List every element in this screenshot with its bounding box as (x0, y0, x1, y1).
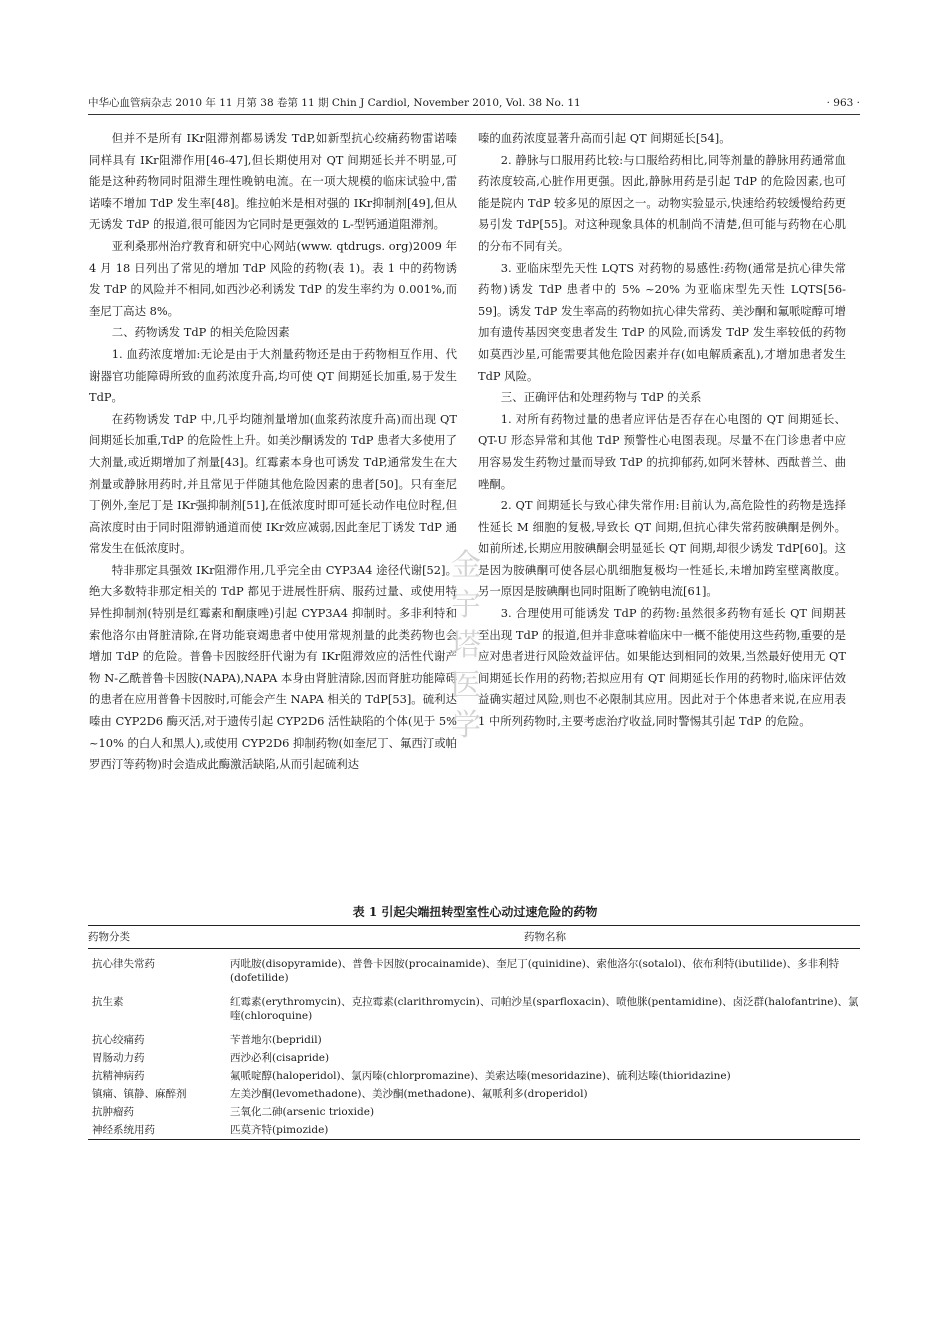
paragraph: 特非那定具强效 IKr阻滞作用,几乎完全由 CYP3A4 途径代谢[52]。绝大多数特非那定相关的 TdP 都见于进展性肝病、服药过量、或使用特异性抑制剂(特别是红霉素和酮康唑)引起 CYP3A4 抑制时。多非利特和索他洛尔由肾脏清除,在肾功能衰竭患者中使用常规剂量的此类药物也会增加 TdP 的危险。普鲁卡因胺经肝代谢为有 IKr阻滞效应的活性代谢产物 N-乙酰普鲁卡因胺(NAPA),NAPA 本身由肾脏清除,因而肾脏功能障碍的患者在应用普鲁卡因胺时,可能会产生 NAPA 相关的 TdP[53]。硫利达嗪由 CYP2D6 酶灭活,对于遗传引起 CYP2D6 活性缺陷的个体(见于 5% ~10% 的白人和黑人),或使用 CYP2D6 抑制药物(如奎尼丁、氟西汀或帕罗西汀等药物)时会造成此酶激活缺陷,从而引起硫利达 (89, 562, 457, 772)
running-header (88, 95, 860, 111)
paragraph: 2. QT 间期延长与致心律失常作用:目前认为,高危险性的药物是选择性延长 M 细胞的复极,导致长 QT 间期,但抗心律失常药胺碘酮是例外。如前所述,长期应用胺碘酮会明显延长 QT 间期,却很少诱发 TdP[60]。这是因为胺碘酮可使各层心肌细胞复极均一性延长,未增加跨室壁离散度。另一原因是胺碘酮也同时阻断了晚钠电流[61]。 (478, 498, 846, 599)
drug-category: 镇痛、镇静、麻醉剂 (92, 1088, 187, 1100)
drug-names: 丙吡胺(disopyramide)、普鲁卡因胺(procainamide)、奎尼丁(quinidine)、索他洛尔(sotalol)、依布利特(ibutilide)、多非利特(dofetilide) (230, 958, 840, 984)
table-row (88, 1025, 860, 1049)
paragraph: 在药物诱发 TdP 中,几乎均随剂量增加(血浆药浓度升高)而出现 QT 间期延长加重,TdP 的危险性上升。如美沙酮诱发的 TdP 患者大多使用了大剂量,或近期增加了剂量[43]。红霉素本身也可诱发 TdP,通常发生在大剂量或静脉用药时,并且常见于伴随其他危险因素的患者[50]。只有奎尼丁例外,奎尼丁是 IKr强抑制剂[51],在低浓度时即可延长动作电位时程,但高浓度时由于同时阻滞钠通道而使 IKr效应减弱,因此奎尼丁诱发 TdP 通常发生在低浓度时。 (89, 411, 457, 556)
column-header-category: 药物分类 (88, 926, 230, 949)
table-row (88, 949, 860, 988)
paragraph: 亚利桑那州治疗教育和研究中心网站(www. qtdrugs. org)2009 年 4 月 18 日列出了常见的增加 TdP 风险的药物(表 1)。表 1 中的药物诱发 TdP 的风险并不相同,如西沙必利诱发 TdP 的发生率约为 0.001%,而奎尼丁高达 8%。 (89, 238, 457, 318)
drug-category: 胃肠动力药 (92, 1052, 145, 1064)
drug-names: 西沙必利(cisapride) (230, 1052, 330, 1064)
drug-names: 匹莫齐特(pimozide) (230, 1121, 860, 1140)
journal-citation: 中华心血管病杂志 2010 年 11 月第 38 卷第 11 期 Chin J Cardiol, November 2010, Vol. 38 No. 11 (88, 97, 581, 109)
drug-category: 神经系统用药 (88, 1121, 230, 1140)
watermark-char: 塔 (451, 628, 481, 663)
paragraph: 嗪的血药浓度显著升高而引起 QT 间期延长[54]。 (478, 131, 731, 145)
paragraph: 1. 对所有药物过量的患者应评估是否存在心电图的 QT 间期延长、QT-U 形态异常和其他 TdP 预警性心电图表现。尽量不在门诊患者中应用容易发生药物过量而导致 TdP 的抗抑郁药,如阿米替林、西酞普兰、曲唑酮。 (478, 411, 846, 491)
section-heading: 二、药物诱发 TdP 的相关危险因素 (111, 325, 290, 340)
table-row (88, 1049, 860, 1067)
drug-category: 抗生素 (92, 996, 124, 1008)
drug-names: 氟哌啶醇(haloperidol)、氯丙嗪(chlorpromazine)、美索达嗪(mesoridazine)、硫利达嗪(thioridazine) (230, 1070, 731, 1082)
drug-table (88, 925, 860, 1140)
drug-names: 苄普地尔(bepridil) (230, 1034, 322, 1046)
drug-category: 抗心律失常药 (92, 958, 155, 970)
paragraph: 3. 亚临床型先天性 LQTS 对药物的易感性:药物(通常是抗心律失常药物)诱发 TdP 患者中的 5% ~20% 为亚临床型先天性 LQTS[56-59]。诱发 TdP 发生率高的药物如抗心律失常药、美沙酮和氟哌啶醇可增加有遗传基因突变患者发生 TdP 的风险,而诱发 TdP 发生率较低的药物如莫西沙星,可能需要其他危险因素并存(如电解质紊乱),才增加患者发生 TdP 风险。 (478, 260, 846, 383)
right-column (478, 128, 846, 733)
drug-names: 三氧化二砷(arsenic trioxide) (230, 1106, 375, 1118)
page-number: · 963 · (826, 97, 860, 109)
drug-category: 抗肿瘤药 (92, 1106, 134, 1118)
drug-category: 抗心绞痛药 (92, 1034, 145, 1046)
table-caption: 表 1 引起尖端扭转型室性心动过速危险的药物 (352, 905, 598, 919)
drug-names: 左美沙酮(levomethadone)、美沙酮(methadone)、氟哌利多(droperidol) (230, 1088, 588, 1100)
watermark-char: 金 (451, 548, 481, 583)
left-column (89, 128, 457, 776)
table-header-row (88, 926, 860, 949)
drug-names: 红霉素(erythromycin)、克拉霉素(clarithromycin)、司帕沙星(sparfloxacin)、喷他脒(pentamidine)、卤泛群(halofantrine)、氯喹(chloroquine) (230, 996, 859, 1022)
table-row (88, 1121, 860, 1140)
table-row (88, 1067, 860, 1085)
table-row (88, 1103, 860, 1121)
watermark-char: 医 (451, 668, 481, 703)
table-row (88, 1085, 860, 1103)
drug-category: 抗精神病药 (92, 1070, 145, 1082)
paragraph: 3. 合理使用可能诱发 TdP 的药物:虽然很多药物有延长 QT 间期甚至出现 TdP 的报道,但并非意味着临床中一概不能使用这些药物,重要的是应对患者进行风险效益评估。如果能达到相同的效果,当然最好使用无 QT 间期延长作用的药物;若拟应用有 QT 间期延长作用的药物时,临床评估效益确实超过风险,则也不必限制其应用。因此对于个体患者来说,在应用表 1 中所列药物时,主要考虑治疗收益,同时警惕其引起 TdP 的危险。 (478, 606, 846, 729)
paragraph: 但并不是所有 IKr阻滞剂都易诱发 TdP,如新型抗心绞痛药物雷诺嗪同样具有 IKr阻滞作用[46-47],但长期使用对 QT 间期延长并不明显,可能是这种药物同时阻滞生理性晚钠电流。在一项大规模的临床试验中,雷诺嗪不增加 TdP 发生率[48]。维拉帕米是相对强的 IKr抑制剂[49],但从无诱发 TdP 的报道,很可能因为它同时是更强效的 L-型钙通道阻滞剂。 (89, 131, 457, 232)
column-header-drugs: 药物名称 (230, 926, 860, 949)
section-heading: 三、正确评估和处理药物与 TdP 的关系 (500, 390, 702, 405)
table-row (88, 987, 860, 1025)
watermark (448, 546, 484, 746)
paragraph: 2. 静脉与口服用药比较:与口服给药相比,同等剂量的静脉用药通常血药浓度较高,心脏作用更强。因此,静脉用药是引起 TdP 的危险因素,也可能是院内 TdP 较多见的原因之一。动物实验显示,快速给药较缓慢给药更易引发 TdP[55]。对这种现象具体的机制尚不清楚,但可能与药物在心肌的分布不同有关。 (478, 152, 846, 253)
paragraph: 1. 血药浓度增加:无论是由于大剂量药物还是由于药物相互作用、代谢器官功能障碍所致的血药浓度升高,均可使 QT 间期延长加重,易于发生 TdP。 (89, 346, 457, 405)
header-rule (88, 114, 860, 115)
watermark-char: 学 (451, 708, 481, 743)
watermark-char: 宇 (451, 588, 481, 623)
